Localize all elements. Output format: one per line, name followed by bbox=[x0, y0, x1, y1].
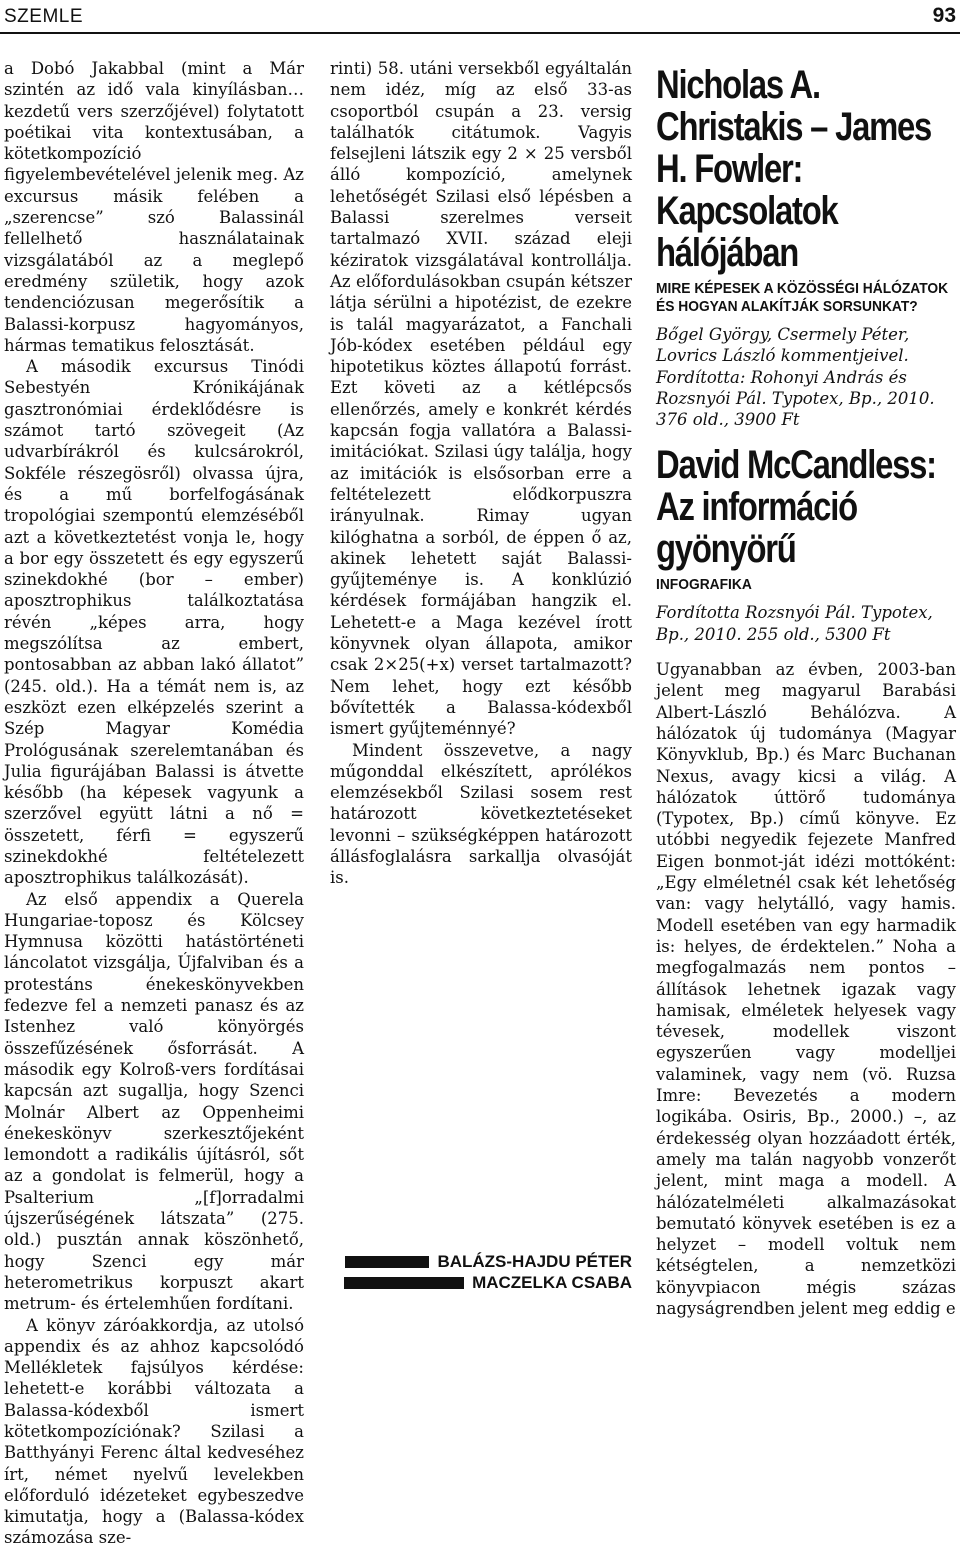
book-title: Nicholas A. Christakis – James H. Fowler: Kapcsolatok hálójában bbox=[656, 63, 932, 275]
paragraph: Az első appendix a Querela Hungariae-toposz és Kölcsey Hymnusa közötti hatástörténeti láncolatot vizsgálja, Újfalviban és a protestáns énekeskönyvekben fedezve fel a nemzeti panasz és az Istenhez való könyörgés összefűzésének ősforrását. A második egy Kolroß-vers fordításai kapcsán azt sugallja, hogy Szenci Molnár Albert az Oppenheimi énekeskönyv szerkesztőjeként lemondott a radikális újításról, sőt az a gondolat is felmerül, hogy a Psalterium „[f]orradalmi újszerűségének látszata” (275. old.) pusztán annak köszönhető, hogy Szenci egy már heterometrikus korpuszt akart metrum- és értelemhűen fordítani. bbox=[4, 889, 304, 1314]
author-name: BALÁZS-HAJDU PÉTER bbox=[437, 1252, 632, 1271]
book-subtitle: INFOGRAFIKA bbox=[656, 576, 752, 594]
signature-line bbox=[344, 1273, 632, 1293]
paragraph: A második excursus Tinódi Sebestyén Krónikájának gasztronómiai érdeklődésre is számot tartó szövegeit (Az udvarbírákról és kulcsárokról, Sokféle részegösről) olvassa újra, és a mű borfelfogásának tropológiai szempontú elemzéséből azt a következtetést vonja le, hogy a bor egy összetett és egy egyszerű szinekdokhé (bor – ember) aposztrophikus találkoztatása révén „képes arra, hogy megszólítsa az embert, pontosabban az abban lakó állatot” (245. old.). Ha a témát nem is, az eszközt ezen elképzelés szerint a Szép Magyar Komédia Prológusának szerelemtanában és Julia figurájában Balassi is átvette később (ha képesek vagyunk a szerzővel együtt látni a nő = összetett, férfi = egyszerű szinekdokhé feltételezett aposztrophikus találkozását). bbox=[4, 357, 304, 888]
signature-bar bbox=[344, 1277, 464, 1289]
book-subtitle: MIRE KÉPESEK A KÖZÖSSÉGI HÁLÓZATOK ÉS HOGYAN ALAKÍTJÁK SORSUNKAT? bbox=[656, 280, 949, 315]
signature-line bbox=[345, 1252, 632, 1272]
column-2 bbox=[330, 58, 632, 888]
book-info: Fordította Rozsnyói Pál. Typotex, Bp., 2010. 255 old., 5300 Ft bbox=[656, 603, 933, 644]
paragraph: Ugyanabban az évben, 2003-ban jelent meg magyarul Barabási Albert-László Behálózva. A hálózatok új tudománya (Magyar Könyvklub, Bp.) és Marc Buchanan Nexus, avagy kicsi a világ. A hálózatok úttörő tudománya (Typotex, Bp.) című könyve. Ez utóbbi negyedik fejezete Manfred Eigen bonmot-ját idézi mottóként: „Egy elméletnél csak két lehetőség van: vagy helytálló, vagy hamis. Modell esetében van egy harmadik is: helyes, de érdektelen.” Noha a megfogalmazás nem pontos – állítások lehetnek igazak vagy hamisak, elméletek helyesek vagy tévesek, modellek viszont egyszerűen vagy modelljei valaminek, vagy nem (vö. Ruzsa Imre: Bevezetés a modern logikába. Osiris, Bp., 2000.) –, az érdekesség olyan hozzáadott érték, amely ma talán nagyobb vonzerőt jelent, mint maga a modell. A hálózatelméleti alkalmazásokat bemutató könyvek esetében is ez a helyzet – modell voltuk nem kétségtelen, a nemzetközi könyvpiacon mégis százas nagyságrendben jelent meg eddig e bbox=[656, 660, 956, 1318]
paragraph: rinti) 58. utáni versekből egyáltalán nem idéz, míg az első 33-as csoportból csupán a 23. versig találhatók citátumok. Vagyis felsejleni látszik egy 2 × 25 versből álló kompozíció, amelynek lehetőségét Szilasi első lépésben a Balassi szerelmes verseit tartalmazó XVII. század eleji kéziratok vizsgálatával kontrollálja. Az előfordulásokban csupán kétszer látja sérülni a hipotézist, de ezekre is talál magyarázatot, a Fanchali Jób-kódex esetében például egy hipotetikus köztes állapotú forrást. Ezt követi az a kétlépcsős ellenőrzés, amely e konkrét kérdés kapcsán fogja vallatóra a Balassi-imitációkat. Szilasi úgy találja, hogy az imitációk is elsősorban erre a feltételezett elődkorpuszra irányulnak. Rimay ugyan kilóghatna a sorból, de éppen ő az, akinek lehetett saját Balassi-gyűjteménye is. A konklúzió kérdések formájában hangzik el. Lehetett-e a Maga kezével írott könyvnek olyan állapota, amikor csak 2×25(+x) verset tartalmazott? Nem lehet, hogy ezt később bővítették a Balassa-kódexből ismert gyűjteménnyé? bbox=[330, 59, 632, 739]
column-1 bbox=[4, 58, 304, 1548]
paragraph: A könyv záróakkordja, az utolsó appendix és az ahhoz kapcsolódó Mellékletek fajsúlyos kérdése: lehetett-e korábbi változata a Balassa-kódexből ismert kötetkompozíciónak? Szilasi a Batthyányi Ferenc által kedveséhez írt, német nyelvű levelekben előforduló idézeteket egybeszedve kimutatja, hogy a (Balassa-kódex számozása sze- bbox=[4, 1315, 304, 1548]
paragraph: Mindent összevetve, a nagy műgonddal elkészített, aprólékos elemzésekből Szilasi sosem rest határozott következtetéseket levonni – szükségképpen határozott állásfoglalásra sarkallja olvasóját is. bbox=[330, 740, 632, 888]
page-number: 93 bbox=[932, 4, 956, 27]
paragraph: a Dobó Jakabbal (mint a Már szintén az idő vala kinyílásban… kezdetű vers szerzőjével) folytatott poétikai vita kontextusában, a kötetkompozíció figyelembevételével jelenik meg. Az excursus másik felében a „szerencse” szó Balassinál fellelhető használatainak vizsgálatából az a meglepő eredmény születik, hogy azok tendenciózusan megerősítik a Balassi-korpusz hagyományos, hármas tematikus felosztását. bbox=[4, 59, 304, 355]
author-signature bbox=[330, 1250, 632, 1294]
column-3 bbox=[656, 58, 956, 1318]
author-name: MACZELKA CSABA bbox=[472, 1273, 632, 1292]
section-name: SZEMLE bbox=[4, 6, 84, 27]
book-info: Bőgel György, Csermely Péter, Lovrics László kommentjeivel. Fordította: Rohonyi András és Rozsnyói Pál. Typotex, Bp., 2010. 376 old., 3900 Ft bbox=[656, 325, 935, 430]
page-header bbox=[0, 0, 960, 34]
signature-bar bbox=[345, 1256, 429, 1268]
book-title: David McCandless: Az információ gyönyörű bbox=[656, 443, 936, 572]
